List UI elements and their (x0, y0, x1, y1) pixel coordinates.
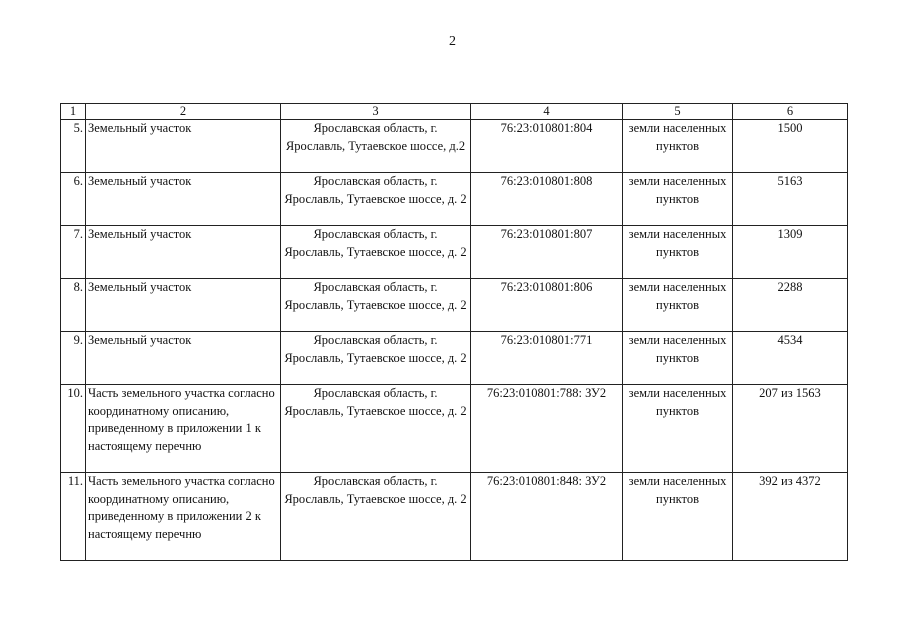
object-name: Земельный участок (86, 120, 281, 173)
land-category: земли населенных пунктов (623, 120, 733, 173)
land-area: 392 из 4372 (733, 473, 848, 561)
object-name: Земельный участок (86, 226, 281, 279)
cadastral-number: 76:23:010801:804 (471, 120, 623, 173)
object-address: Ярославская область, г. Ярославль, Тутаевское шоссе, д. 2 (281, 385, 471, 473)
object-address: Ярославская область, г. Ярославль, Тутаевское шоссе, д.2 (281, 120, 471, 173)
table-row (61, 226, 848, 279)
cadastral-number: 76:23:010801:808 (471, 173, 623, 226)
cadastral-number: 76:23:010801:788: ЗУ2 (471, 385, 623, 473)
row-number: 8. (61, 279, 86, 332)
column-header: 3 (281, 104, 471, 120)
row-number: 5. (61, 120, 86, 173)
land-plots-table (60, 103, 848, 561)
column-number-row (61, 104, 848, 120)
row-number: 9. (61, 332, 86, 385)
table-row (61, 120, 848, 173)
column-header: 5 (623, 104, 733, 120)
object-name: Земельный участок (86, 279, 281, 332)
land-category: земли населенных пунктов (623, 332, 733, 385)
table-row (61, 332, 848, 385)
land-category: земли населенных пунктов (623, 226, 733, 279)
object-address: Ярославская область, г. Ярославль, Тутаевское шоссе, д. 2 (281, 332, 471, 385)
column-header: 4 (471, 104, 623, 120)
row-number: 11. (61, 473, 86, 561)
land-area: 5163 (733, 173, 848, 226)
object-address: Ярославская область, г. Ярославль, Тутаевское шоссе, д. 2 (281, 279, 471, 332)
object-address: Ярославская область, г. Ярославль, Тутаевское шоссе, д. 2 (281, 473, 471, 561)
land-area: 1500 (733, 120, 848, 173)
row-number: 7. (61, 226, 86, 279)
land-area: 1309 (733, 226, 848, 279)
cadastral-number: 76:23:010801:806 (471, 279, 623, 332)
land-area: 207 из 1563 (733, 385, 848, 473)
row-number: 6. (61, 173, 86, 226)
cadastral-number: 76:23:010801:771 (471, 332, 623, 385)
column-header: 1 (61, 104, 86, 120)
object-address: Ярославская область, г. Ярославль, Тутаевское шоссе, д. 2 (281, 226, 471, 279)
land-area: 2288 (733, 279, 848, 332)
column-header: 2 (86, 104, 281, 120)
cadastral-number: 76:23:010801:807 (471, 226, 623, 279)
table-row (61, 385, 848, 473)
table-row (61, 173, 848, 226)
object-name: Часть земельного участка согласно координатному описанию, приведенному в приложении 1 к настоящему перечню (86, 385, 281, 473)
table-row (61, 473, 848, 561)
land-category: земли населенных пунктов (623, 279, 733, 332)
object-name: Земельный участок (86, 332, 281, 385)
land-area: 4534 (733, 332, 848, 385)
column-header: 6 (733, 104, 848, 120)
object-address: Ярославская область, г. Ярославль, Тутаевское шоссе, д. 2 (281, 173, 471, 226)
page-number: 2 (449, 34, 456, 49)
object-name: Земельный участок (86, 173, 281, 226)
object-name: Часть земельного участка согласно координатному описанию, приведенному в приложении 2 к настоящему перечню (86, 473, 281, 561)
table-row (61, 279, 848, 332)
row-number: 10. (61, 385, 86, 473)
land-category: земли населенных пунктов (623, 385, 733, 473)
land-category: земли населенных пунктов (623, 473, 733, 561)
cadastral-number: 76:23:010801:848: ЗУ2 (471, 473, 623, 561)
land-category: земли населенных пунктов (623, 173, 733, 226)
